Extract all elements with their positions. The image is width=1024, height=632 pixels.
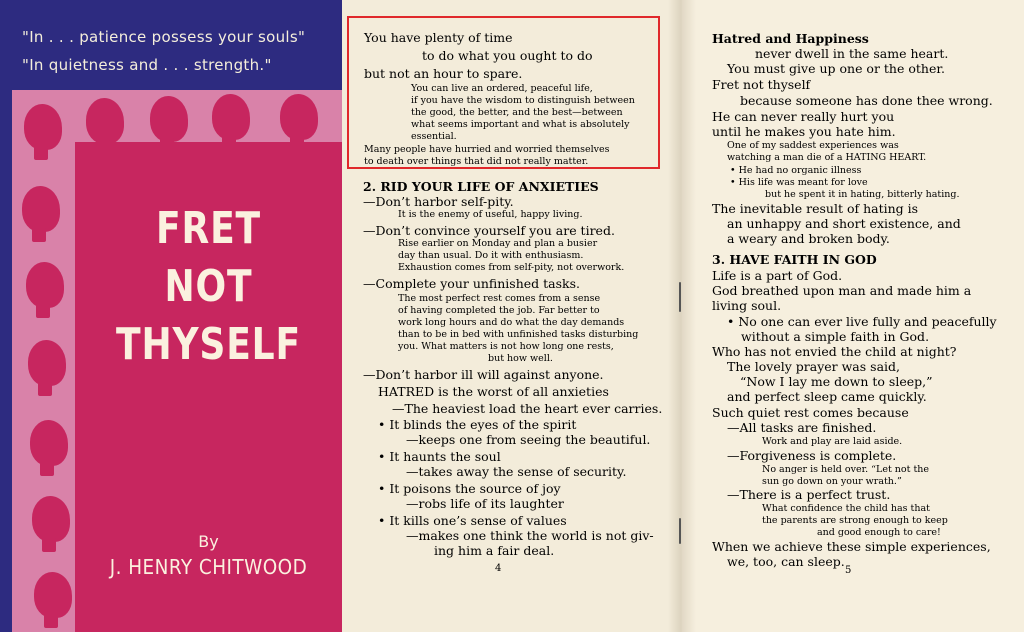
section-heading: 3. HAVE FAITH IN GOD — [712, 252, 877, 267]
text-line: we, too, can sleep. — [727, 554, 845, 569]
text-line: of having completed the job. Far better to — [398, 305, 600, 316]
cover-title-line: FRET — [156, 203, 261, 254]
text-line: day than usual. Do it with enthusiasm. — [398, 250, 584, 261]
cover-by-label: By — [198, 532, 219, 551]
box-line: to death over things that did not really matter. — [364, 156, 589, 167]
text-line: • It blinds the eyes of the spirit — [378, 417, 577, 432]
text-line: —Complete your unfinished tasks. — [363, 276, 580, 291]
text-line: ing him a fair deal. — [434, 543, 555, 558]
text-line: —Don’t harbor ill will against anyone. — [363, 367, 604, 382]
head-silhouette-icon — [280, 94, 318, 140]
text-line: Rise earlier on Monday and plan a busier — [398, 238, 598, 249]
cover-author: J. HENRY CHITWOOD — [109, 555, 308, 579]
text-line: The inevitable result of hating is — [712, 201, 919, 216]
text-line: —takes away the sense of security. — [406, 464, 627, 479]
text-line: —All tasks are finished. — [727, 420, 877, 435]
text-line: because someone has done thee wrong. — [740, 93, 993, 108]
text-line: Who has not envied the child at night? — [712, 344, 957, 359]
page-gutter — [668, 0, 696, 632]
staple — [679, 282, 681, 312]
box-line: You have plenty of time — [364, 30, 513, 45]
text-line: The most perfect rest comes from a sense — [398, 293, 601, 304]
box-line: You can live an ordered, peaceful life, — [411, 83, 593, 94]
text-line: —makes one think the world is not giv- — [406, 528, 654, 543]
booklet-cover — [0, 0, 342, 632]
page-number: 4 — [495, 563, 502, 574]
text-line: You must give up one or the other. — [727, 61, 945, 76]
text-line: One of my saddest experiences was — [727, 140, 899, 151]
text-line: a weary and broken body. — [727, 231, 890, 246]
subheading: Hatred and Happiness — [712, 31, 869, 46]
text-line: No anger is held over. “Let not the — [762, 464, 930, 475]
box-line: what seems important and what is absolutely — [411, 119, 630, 130]
text-line: —keeps one from seeing the beautiful. — [406, 432, 651, 447]
text-line: an unhappy and short existence, and — [727, 216, 961, 231]
box-line: Many people have hurried and worried themselves — [364, 144, 610, 155]
text-line: What confidence the child has that — [762, 503, 930, 514]
head-silhouette-icon — [86, 98, 124, 144]
text-line: —Forgiveness is complete. — [727, 448, 897, 463]
cover-title — [99, 200, 318, 374]
cover-title-line: THYSELF — [116, 319, 301, 370]
text-line: without a simple faith in God. — [741, 329, 930, 344]
box-line: to do what you ought to do — [422, 48, 593, 63]
head-silhouette-icon — [212, 94, 250, 140]
text-line: He can never really hurt you — [712, 109, 895, 124]
text-line: —Don’t convince yourself you are tired. — [363, 223, 615, 238]
section-heading: 2. RID YOUR LIFE OF ANXIETIES — [363, 179, 599, 194]
text-line: Life is a part of God. — [712, 268, 843, 283]
text-line: Exhaustion comes from self-pity, not overwork. — [398, 262, 625, 273]
text-line: never dwell in the same heart. — [755, 46, 949, 61]
page-number: 5 — [845, 565, 852, 576]
head-silhouette-icon — [32, 496, 70, 542]
text-line: Fret not thyself — [712, 77, 811, 92]
text-line: Such quiet rest comes because — [712, 405, 909, 420]
text-line: • His life was meant for love — [730, 177, 868, 188]
text-line: Work and play are laid aside. — [762, 436, 903, 447]
box-line: essential. — [411, 131, 457, 142]
text-line: • It poisons the source of joy — [378, 481, 561, 496]
text-line: —The heaviest load the heart ever carries. — [392, 401, 663, 416]
text-line: sun go down on your wrath.” — [762, 476, 902, 487]
head-silhouette-icon — [22, 186, 60, 232]
highlight-box — [347, 16, 660, 169]
text-line: —robs life of its laughter — [406, 496, 564, 511]
text-line: until he makes you hate him. — [712, 124, 896, 139]
text-line: • He had no organic illness — [730, 165, 862, 176]
cover-title-line: NOT — [164, 261, 253, 312]
text-line: watching a man die of a HATING HEART. — [727, 152, 927, 163]
box-line: if you have the wisdom to distinguish between — [411, 95, 635, 106]
cover-quote-1: "In . . . patience possess your souls" — [22, 28, 306, 46]
text-line: and good enough to care! — [817, 527, 941, 538]
text-line: the parents are strong enough to keep — [762, 515, 948, 526]
text-line: work long hours and do what the day demands — [398, 317, 625, 328]
box-line: but not an hour to spare. — [364, 66, 523, 81]
text-line: and perfect sleep came quickly. — [727, 389, 927, 404]
head-silhouette-icon — [28, 340, 66, 386]
box-line: the good, the better, and the best—between — [411, 107, 623, 118]
head-silhouette-icon — [30, 420, 68, 466]
text-line: —There is a perfect trust. — [727, 487, 891, 502]
text-line: • It kills one’s sense of values — [378, 513, 567, 528]
head-silhouette-icon — [24, 104, 62, 150]
text-line: “Now I lay me down to sleep,” — [740, 374, 933, 389]
text-line: It is the enemy of useful, happy living. — [398, 209, 583, 220]
text-line: God breathed upon man and made him a — [712, 283, 972, 298]
text-line: you. What matters is not how long one rests, — [398, 341, 614, 352]
cover-quote-2: "In quietness and . . . strength." — [22, 56, 272, 74]
text-line: • It haunts the soul — [378, 449, 501, 464]
text-line: but he spent it in hating, bitterly hating. — [765, 189, 960, 200]
staple — [679, 518, 681, 544]
text-line: than to be in bed with unfinished tasks disturbing — [398, 329, 639, 340]
text-line: The lovely prayer was said, — [727, 359, 900, 374]
text-line: • No one can ever live fully and peacefully — [727, 314, 997, 329]
head-silhouette-icon — [150, 96, 188, 142]
text-line: —Don’t harbor self-pity. — [363, 194, 514, 209]
text-line: but how well. — [488, 353, 553, 364]
text-line: HATRED is the worst of all anxieties — [378, 384, 609, 399]
text-line: When we achieve these simple experiences, — [712, 539, 991, 554]
head-silhouette-icon — [34, 572, 72, 618]
text-line: living soul. — [712, 298, 782, 313]
head-silhouette-icon — [26, 262, 64, 308]
